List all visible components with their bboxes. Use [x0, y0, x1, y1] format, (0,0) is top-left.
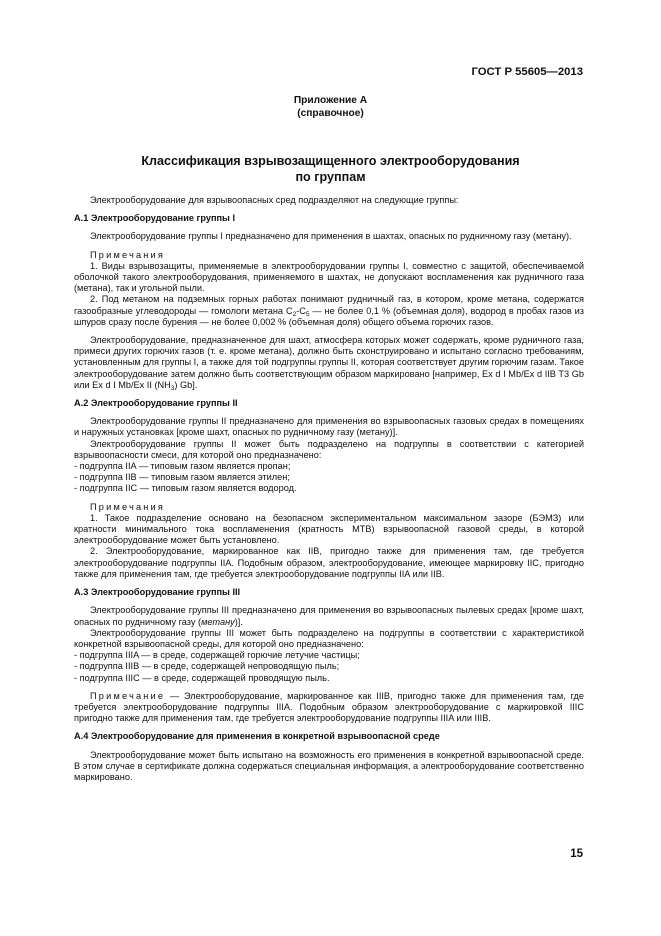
document-body: [74, 195, 584, 783]
section-a1-paragraph: Электрооборудование группы I предназначено для применения в шахтах, опасных по рудничному газу (метану).: [90, 231, 572, 242]
annex-title-line1: Классификация взрывозащищенного электрооборудования: [141, 154, 520, 168]
section-a2-paragraph-2: Электрооборудование группы II может быть подразделено на подгруппы в соответствии с категорией взрывоопасности смеси, для которой оно предназначено:: [74, 438, 584, 460]
section-a3-heading: А.3 Электрооборудование группы III: [74, 587, 241, 598]
annex-heading: [0, 94, 661, 120]
annex-label: Приложение А: [293, 95, 368, 106]
section-a2-list-item: - подгруппа IIB — типовым газом является этилен;: [74, 472, 290, 483]
section-a1-notes-label: Примечания: [90, 249, 166, 260]
document-standard-id: ГОСТ Р 55605—2013: [471, 66, 583, 78]
section-a3-list-item: - подгруппа IIIC — в среде, содержащей проводящую пыль.: [74, 672, 330, 683]
intro-paragraph: Электрооборудование для взрывоопасных сред подразделяют на следующие группы:: [90, 195, 459, 205]
annex-title-line2: по группам: [295, 170, 366, 184]
section-a4-heading: А.4 Электрооборудование для применения в конкретной взрывоопасной среде: [74, 731, 440, 742]
section-a4-paragraph: Электрооборудование может быть испытано на возможность его применения в конкретной взрывоопасной среде. В этом случае в сертификате должна содержаться специальная информация, а электрооборудование соответственно маркировано.: [74, 749, 584, 782]
section-a3-note: Примечание — Электрооборудование, маркированное как IIIB, пригодно также для применения там, где требуется электрооборудование подгруппы IIIA. Подобным образом электрооборудование с маркировкой IIIC пригодно также для применения там, где требуется электрооборудование подгруппы IIIA или IIIB.: [74, 690, 584, 724]
section-a1-paragraph-2: Электрооборудование, предназначенное для шахт, атмосфера которых может содержать, кроме рудничного газа, примеси других горючих газов (т. е. кроме метана), должно быть сконструировано и испытано согласно требованиям, установленным для группы I, а также для той подгруппы группы II, которая соответствует другим горючим газам. Такое электрооборудование затем должно быть соответствующим образом маркировано [например, Ex d I Mb/Ex d IIB T3 Gb или Ex d I Mb/Ex II $(NH_3)$ Gb].: [74, 335, 584, 392]
section-a3-list-item: - подгруппа IIIB — в среде, содержащей непроводящую пыль;: [74, 661, 340, 672]
section-a1-note-1: 1. Виды взрывозащиты, применяемые в электрооборудовании группы I, совместно с защитой, обеспечиваемой оболочкой такого электрооборудования, применяемого в шахтах, не допускают воспламенения как рудничного газа (метана), так и угольной пыли.: [74, 260, 584, 294]
section-a1-heading: А.1 Электрооборудование группы I: [74, 213, 235, 224]
page-number: 15: [570, 848, 583, 860]
section-a2-notes-label: Примечания: [90, 501, 166, 512]
section-a1-note-2: 2. Под метаном на подземных горных работах понимают рудничный газ, в котором, кроме метана, содержатся газообразные углеводороды — гомологи метана $С_2-С_5$ — не более 0,1 % (объемная доля), водород в пробах газов из шпуров сразу после бурения — не более 0,002 % (объемная доля) общего объема горючих газов.: [74, 294, 584, 327]
annex-title: [0, 153, 661, 185]
section-a3-paragraph: Электрооборудование группы III предназначено для применения во взрывоопасных пылевых средах [кроме шахт, опасных по рудничному газу (метану)].: [74, 605, 584, 627]
section-a2-note-2: 2. Электрооборудование, маркированное как IIB, пригодно также для применения там, где требуется электрооборудование подгруппы IIA. Подобным образом, электрооборудование, имеющее маркировку IIC, пригодно также для применения там, где требуется электрооборудование подгруппы IIA или IIB.: [74, 546, 584, 579]
section-a3-paragraph-2: Электрооборудование группы III может быть подразделено на подгруппы в соответствии с характеристикой конкретной взрывоопасной среды, для которой оно предназначено:: [74, 627, 584, 649]
section-a2-list-item: - подгруппа IIC — типовым газом является водород.: [74, 483, 297, 494]
section-a3-list-item: - подгруппа IIIA — в среде, содержащей горючие летучие частицы;: [74, 650, 360, 661]
section-a2-list-item: - подгруппа IIA — типовым газом является пропан;: [74, 461, 291, 472]
section-a2-paragraph: Электрооборудование группы II предназначено для применения во взрывоопасных газовых средах в помещениях и наружных установках [кроме шахт, опасных по рудничному газу (метану)].: [74, 416, 584, 438]
section-a2-note-1: 1. Такое подразделение основано на безопасном экспериментальном максимальном зазоре (БЭМЗ) или кратности минимального тока воспламенения (кратность МТВ) взрывоопасной газовой среды, в которой электрооборудование может быть установлено.: [74, 512, 584, 546]
annex-type: (справочное): [297, 108, 364, 119]
section-a2-heading: А.2 Электрооборудование группы II: [74, 398, 238, 409]
